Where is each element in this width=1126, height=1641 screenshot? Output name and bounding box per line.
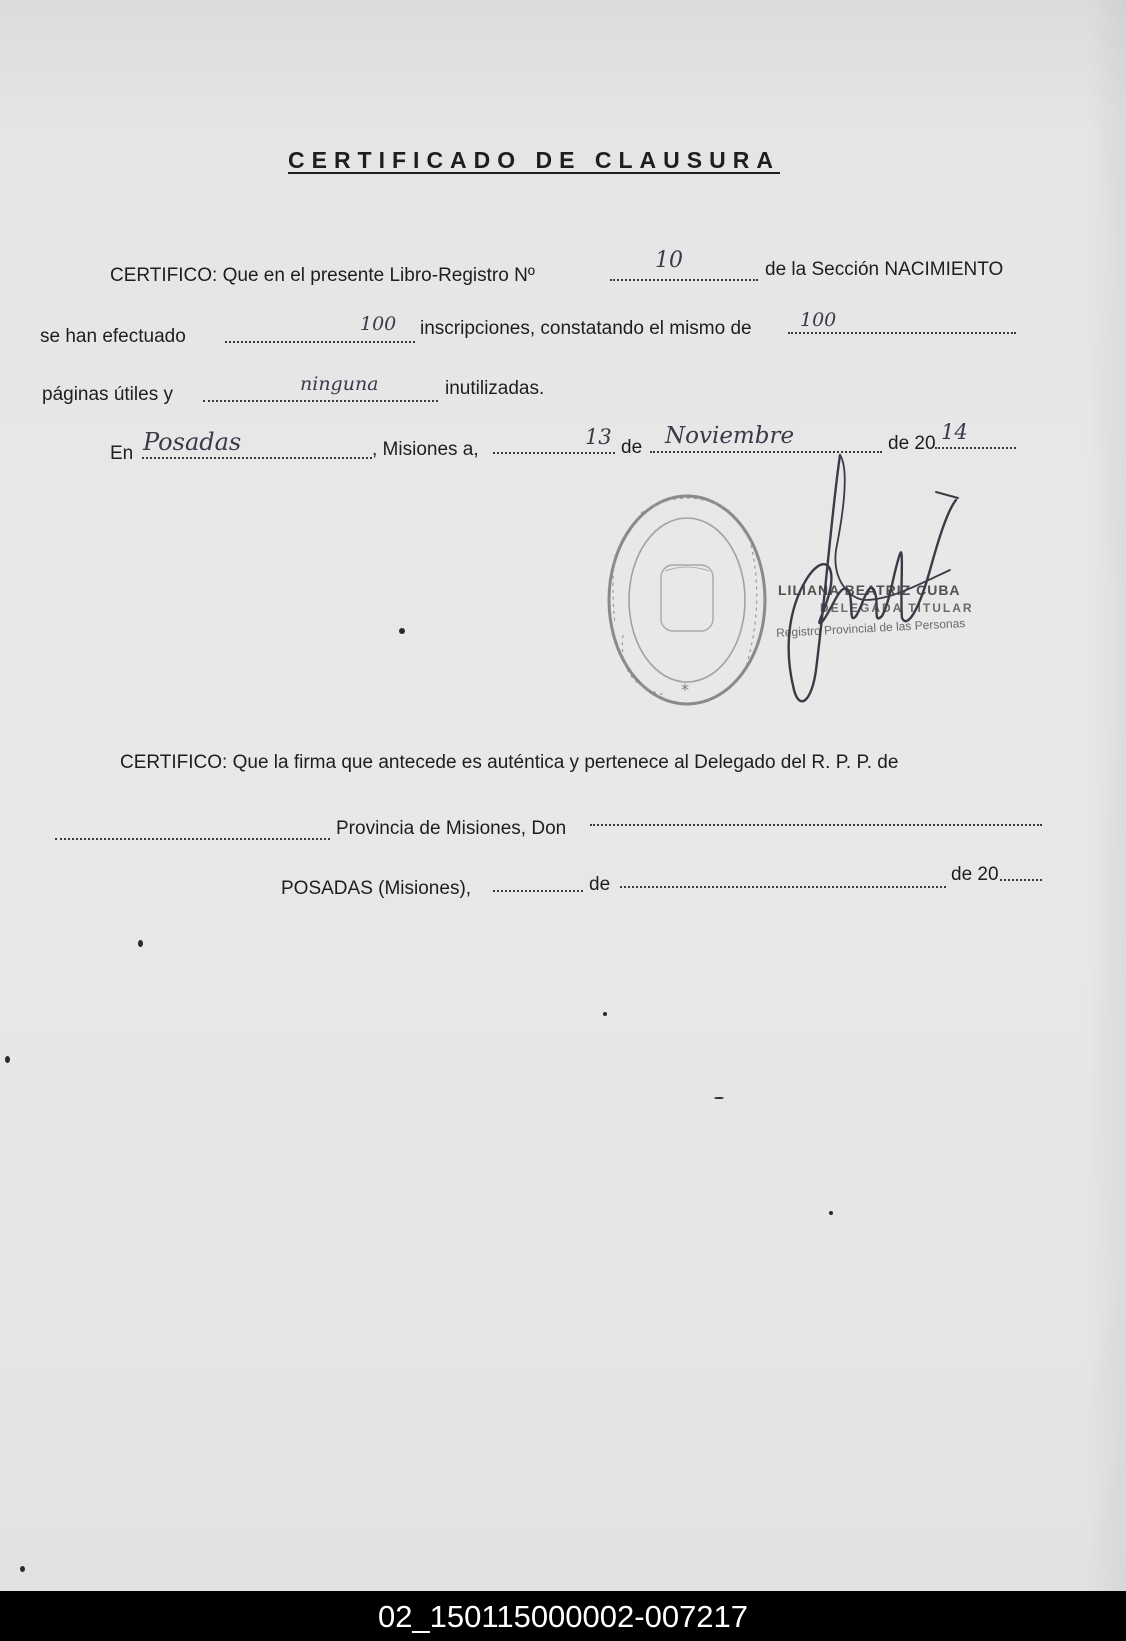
efectuado-label: se han efectuado	[40, 326, 186, 347]
en-label: En	[110, 443, 134, 464]
official-seal	[605, 485, 775, 715]
handwritten-signature	[770, 450, 970, 720]
de-20-label: de 20	[888, 433, 936, 454]
scan-speck	[5, 1056, 10, 1063]
dotted-line	[225, 341, 415, 343]
dotted-line	[610, 279, 758, 281]
misiones-label: , Misiones a,	[372, 439, 479, 460]
svg-text:*: *	[681, 680, 689, 699]
scan-speck	[399, 628, 405, 634]
stamp-role: DELEGADA TITULAR	[820, 601, 974, 615]
inutilizadas-label: inutilizadas.	[445, 378, 545, 399]
handwritten-lugar: Posadas	[143, 428, 242, 456]
document-id: 02_150115000002-007217	[377, 1599, 749, 1634]
scan-speck	[138, 940, 143, 947]
handwritten-mes: Noviembre	[665, 423, 795, 449]
certifico-lead: CERTIFICO: Que en el presente Libro-Registro Nº	[110, 265, 535, 286]
document-title: CERTIFICADO DE CLAUSURA	[288, 147, 780, 173]
posadas-label: POSADAS (Misiones),	[281, 878, 472, 899]
scan-speck	[20, 1566, 25, 1572]
stamp-name: LILIANA BEATRIZ CUBA	[778, 582, 961, 598]
handwritten-paginas: 100	[800, 309, 837, 331]
handwritten-anio: 14	[941, 420, 968, 444]
dotted-line	[788, 332, 1016, 334]
dotted-line	[493, 452, 615, 454]
dotted-line	[1000, 879, 1042, 881]
dotted-line	[590, 824, 1042, 826]
seccion-label: de la Sección NACIMIENTO	[765, 259, 1004, 280]
handwritten-inscripciones: 100	[360, 313, 397, 335]
provincia-label: Provincia de Misiones, Don	[336, 818, 567, 839]
dotted-line	[620, 886, 946, 888]
stamp-organization: Registro Provincial de las Personas	[775, 616, 966, 640]
cert2-de-20-label: de 20	[951, 864, 999, 885]
paginas-utiles-label: páginas útiles y	[42, 384, 173, 405]
scan-speck	[829, 1211, 833, 1215]
handwritten-dia: 13	[585, 425, 612, 449]
footer-bar	[0, 1591, 1126, 1641]
dotted-line	[935, 447, 1016, 449]
de-label: de	[621, 437, 643, 458]
scan-speck	[603, 1012, 607, 1016]
dotted-line	[493, 890, 583, 892]
dotted-line	[203, 400, 438, 402]
dotted-line	[142, 457, 372, 459]
inscripciones-label: inscripciones, constatando el mismo de	[420, 318, 752, 339]
scan-speck	[714, 1097, 724, 1099]
handwritten-inutilizadas: ninguna	[300, 373, 379, 395]
handwritten-libro-number: 10	[655, 248, 683, 273]
cert2-statement: CERTIFICO: Que la firma que antecede es auténtica y pertenece al Delegado del R. P. P. de	[120, 752, 899, 773]
cert2-de-label: de	[589, 874, 611, 895]
dotted-line	[55, 838, 330, 840]
